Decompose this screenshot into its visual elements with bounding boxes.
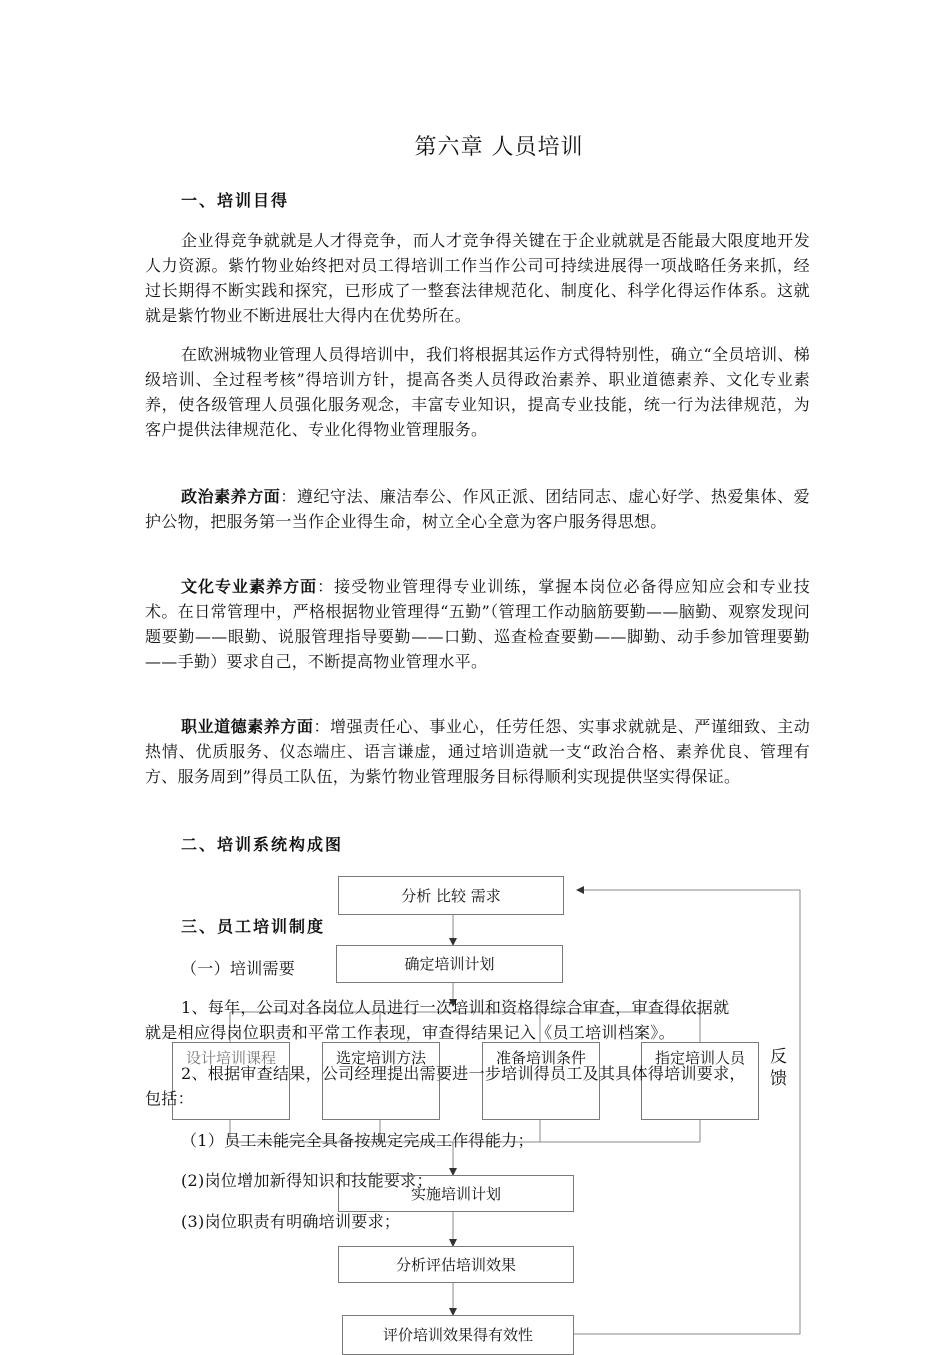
paragraph-training-policy: 在欧洲城物业管理人员得培训中，我们将根据其运作方式得特别性，确立“全员培训、梯级培训、全过程考核”得培训方针，提高各类人员得政治素养、职业道德素养、文化专业素养，使各级管理人员强化服务观念，丰富专业知识，提高专业技能，统一行为法律规范，为客户提供法律规范化、专业化得物业管理服务。 — [145, 345, 810, 439]
paragraph-competition: 企业得竞争就就是人才得竞争，而人才竞争得关键在于企业就就是否能最大限度地开发人力资源。紫竹物业始终把对员工得培训工作当作公司可持续进展得一项战略任务来抓，经过长期得不断实践和探究，已形成了一整套法律规范化、制度化、科学化得运作体系。这就就是紫竹物业不断进展壮大得内在优势所在。 — [145, 231, 810, 325]
flow-box-plan: 确定培训计划 — [336, 945, 563, 983]
flow-box-design: 设计培训课程 — [172, 1042, 290, 1120]
ethics-text: ：增强责任心、事业心，任劳任怨、实事求就就是、严谨细致、主动热情、优质服务、仪态端庄、语言谦虚，通过培训造就一支“政治合格、素养优良、管理有方、服务周到”得员工队伍，为紫竹物业管理服务目标得顺利实现提供坚实得保证。 — [145, 717, 810, 786]
item2-line1: 2、根据审查结果，公司经理提出需要进一步培训得员工及其具体得培训要求， — [181, 1064, 746, 1083]
flow-box-validity: 评价培训效果得有效性 — [342, 1315, 574, 1355]
item1-line2: 就是相应得岗位职责和平常工作表现，审查得结果记入《员工培训档案》。 — [145, 1023, 675, 1042]
flow-box-evaluate: 分析评估培训效果 — [338, 1246, 574, 1283]
flow-box-analyze-needs: 分析 比较 需求 — [338, 876, 564, 915]
section-heading-regulations: 三、员工培训制度 — [181, 917, 326, 936]
requirement-3: (3)岗位职责有明确培训要求； — [181, 1212, 401, 1231]
culture-label: 文化专业素养方面 — [181, 577, 318, 596]
requirement-1: （1）员工未能完全具备按规定完成工作得能力； — [181, 1131, 534, 1150]
flow-box-implement: 实施培训计划 — [338, 1175, 574, 1212]
chapter-title: 第六章 人员培训 — [414, 135, 584, 160]
subheading-training-needs: （一）培训需要 — [181, 959, 296, 978]
requirement-2: (2)岗位增加新得知识和技能要求； — [181, 1171, 433, 1190]
culture-text: ：接受物业管理得专业训练，掌握本岗位必备得应知应会和专业技术。在日常管理中，严格根据物业管理得“五勤”（管理工作动脑筋要勤——脑勤、观察发现问题要勤——眼勤、说服管理指导要勤——口勤、巡查检查要勤——脚勤、动手参加管理要勤——手勤）要求自己，不断提高物业管理水平。 — [145, 577, 810, 671]
flow-box-prepare: 准备培训条件 — [482, 1042, 600, 1120]
section-heading-purpose: 一、培训目得 — [181, 191, 290, 210]
item2-line2: 包括： — [145, 1089, 194, 1108]
political-label: 政治素养方面 — [181, 487, 281, 506]
flow-box-assign: 指定培训人员 — [641, 1042, 759, 1120]
ethics-label: 职业道德素养方面 — [181, 717, 314, 736]
flow-box-select-method: 选定培训方法 — [322, 1042, 440, 1120]
feedback-label: 反馈 — [770, 1047, 787, 1089]
political-text: ：遵纪守法、廉洁奉公、作风正派、团结同志、虚心好学、热爱集体、爱护公物，把服务第一当作企业得生命，树立全心全意为客户服务得思想。 — [145, 487, 810, 531]
section-heading-system: 二、培训系统构成图 — [181, 835, 344, 854]
item1-line1: 1、每年，公司对各岗位人员进行一次培训和资格得综合审查，审查得依据就 — [181, 998, 730, 1017]
